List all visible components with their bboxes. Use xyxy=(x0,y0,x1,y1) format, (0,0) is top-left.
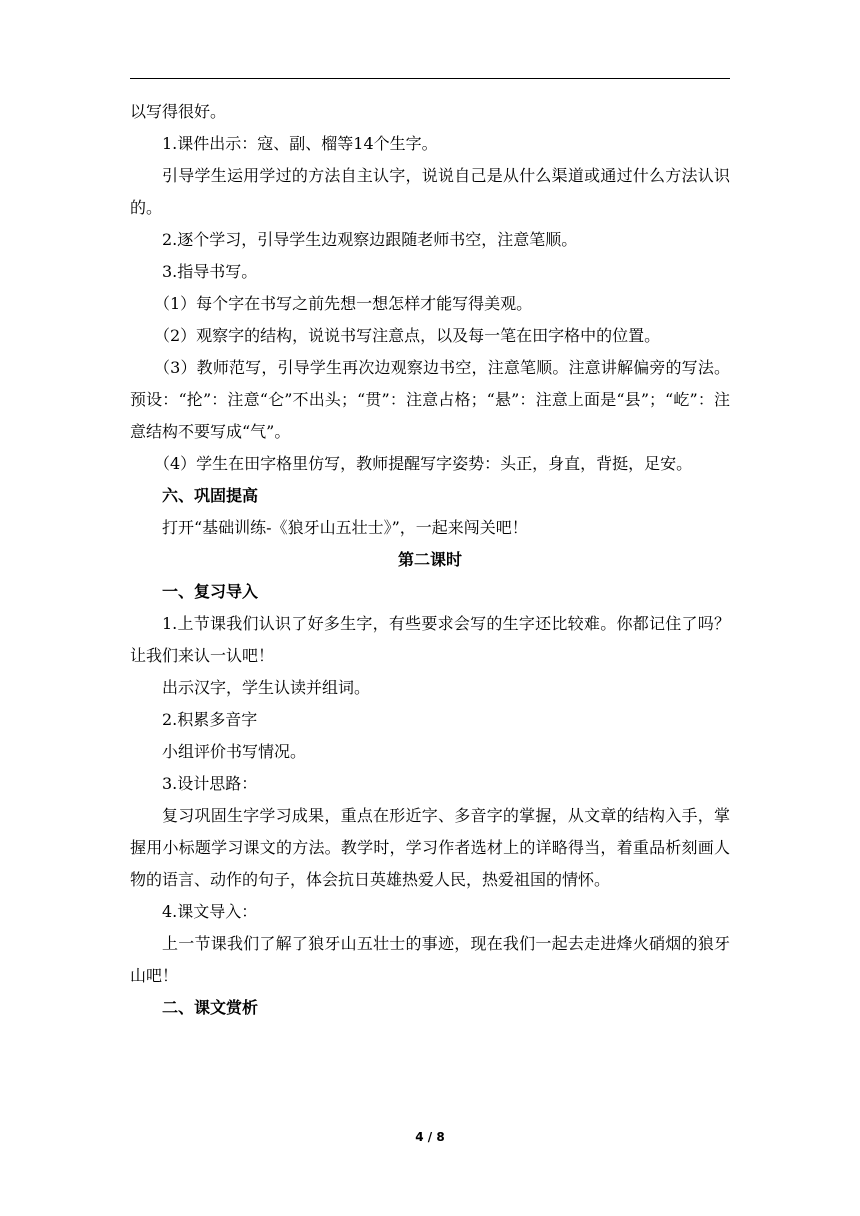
paragraph-intro: 上一节课我们了解了狼牙山五壮士的事迹，现在我们一起去走进烽火硝烟的狼牙山吧！ xyxy=(130,934,730,985)
page-number: 4 / 8 xyxy=(415,1130,445,1144)
paragraph-group-eval: 小组评价书写情况。 xyxy=(162,742,307,761)
paragraph-review-4: 4.课文导入： xyxy=(162,902,258,921)
paragraph-review-3: 3.设计思路： xyxy=(162,774,258,793)
paragraph-practice: 打开“基础训练-《狼牙山五壮士》”，一起来闯关吧！ xyxy=(162,518,528,537)
section-heading-consolidate: 六、巩固提高 xyxy=(162,486,259,505)
paragraph-sub-2: （2）观察字的结构，说说书写注意点，以及每一笔在田字格中的位置。 xyxy=(154,326,661,345)
paragraph-sub-1: （1）每个字在书写之前先想一想怎样才能写得美观。 xyxy=(154,294,533,313)
paragraph-item-2: 2.逐个学习，引导学生边观察边跟随老师书空，注意笔顺。 xyxy=(162,230,578,249)
lesson-title: 第二课时 xyxy=(397,550,462,569)
paragraph-item-1: 1.课件出示：寇、副、榴等14个生字。 xyxy=(162,134,438,153)
paragraph-design-idea: 复习巩固生字学习成果，重点在形近字、多音字的掌握，从文章的结构入手，掌握用小标题学习课文的方法。教学时，学习作者选材上的详略得当，着重品析刻画人物的语言、动作的句子，体会抗日英雄热爱人民，热爱祖国的情怀。 xyxy=(130,806,730,889)
paragraph-sub-3: （3）教师范写，引导学生再次边观察边书空，注意笔顺。注意讲解偏旁的写法。 预设：“抡”：注意“仑”不出头；“贯”：注意占格；“悬”：注意上面是“县”；“屹”：注意结构不要写成“气”。 xyxy=(130,358,730,441)
paragraph-review-1: 1.上节课我们认识了好多生字，有些要求会写的生字还比较难。你都记住了吗？让我们来认一认吧！ xyxy=(130,614,730,665)
paragraph-continuation: 以写得很好。 xyxy=(130,102,227,121)
section-heading-review: 一、复习导入 xyxy=(162,582,259,601)
header-rule xyxy=(130,78,730,79)
section-heading-appreciation: 二、课文赏析 xyxy=(162,998,259,1017)
paragraph-review-2: 2.积累多音字 xyxy=(162,710,258,729)
paragraph-sub-4: （4）学生在田字格里仿写，教师提醒写字姿势：头正，身直，背挺，足安。 xyxy=(154,454,693,473)
paragraph-item-3: 3.指导书写。 xyxy=(162,262,258,281)
document-body xyxy=(130,96,730,1024)
paragraph-show-chars: 出示汉字，学生认读并组词。 xyxy=(162,678,371,697)
paragraph-guide: 引导学生运用学过的方法自主认字，说说自己是从什么渠道或通过什么方法认识的。 xyxy=(130,166,730,217)
